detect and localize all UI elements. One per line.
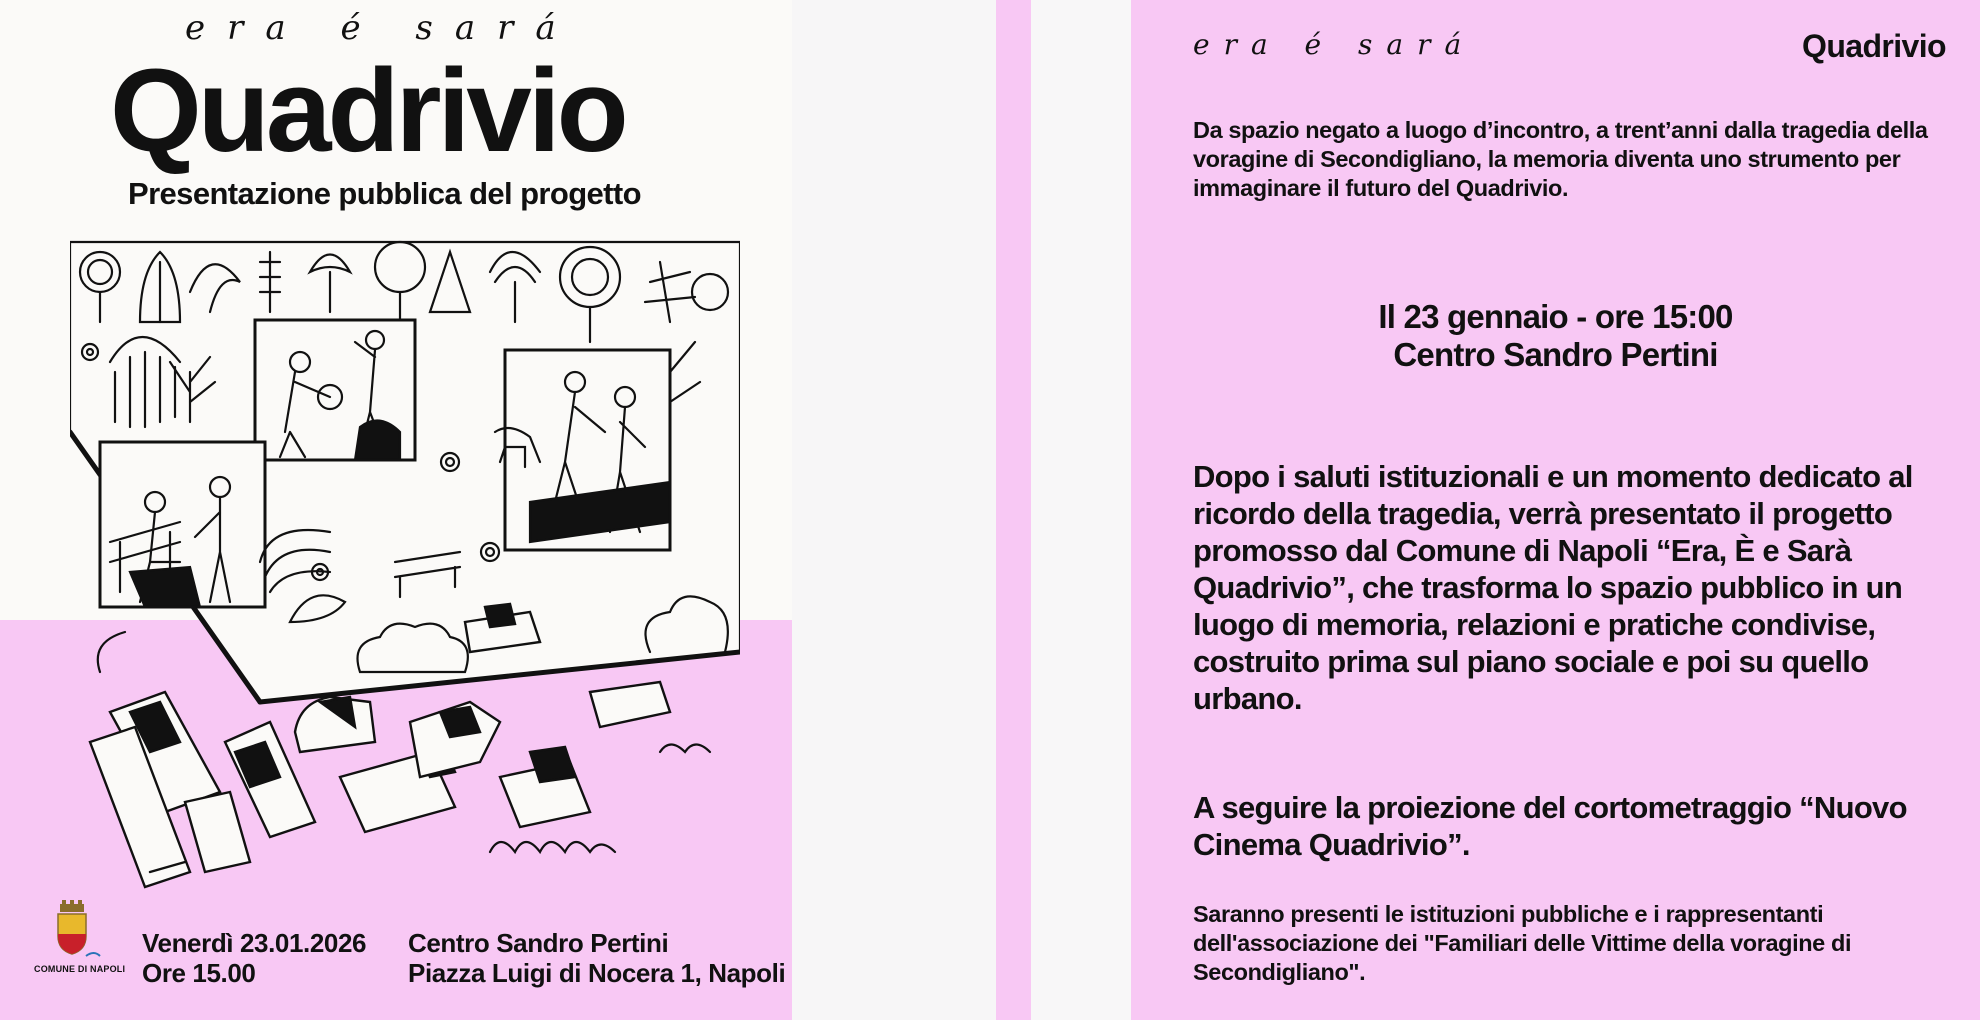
event-poster <box>0 0 792 1020</box>
event-when <box>1131 298 1980 374</box>
page-gap <box>792 0 996 1020</box>
event-location <box>408 928 785 988</box>
screening-paragraph: A seguire la proiezione del cortometraggio “Nuovo Cinema Quadrivio”. <box>1193 790 1907 862</box>
event-day: Venerdì 23.01.2026 <box>142 928 367 958</box>
intro-paragraph: Da spazio negato a luogo d’incontro, a trent’anni dalla tragedia della voragine di Secondigliano, la memoria diventa uno strumento per immaginare il futuro del Quadrivio. <box>1193 117 1928 201</box>
attendees-paragraph: Saranno presenti le istituzioni pubbliche e i rappresentanti dell'associazione dei "Familiari delle Vittime della voragine di Secondigliano". <box>1193 901 1852 985</box>
venue-address: Piazza Luigi di Nocera 1, Napoli <box>408 958 786 988</box>
poster-title: Quadrivio <box>110 45 625 177</box>
poster-subtitle: Presentazione pubblica del progetto <box>128 176 641 211</box>
panel-script-title: era é sará <box>1193 28 1476 61</box>
body-paragraph: Dopo i saluti istituzionali e un momento dedicato al ricordo della tragedia, verrà presentato il progetto promosso dal Comune di Napoli “Era, È e Sarà Quadrivio”, che trasforma lo spazio pubblico in un luogo di memoria, relazioni e pratiche condivise, costruito prima sul piano sociale e poi su quello urbano. <box>1193 459 1913 716</box>
event-venue: Centro Sandro Pertini <box>1393 336 1718 373</box>
panel-corner-title: Quadrivio <box>1802 28 1946 64</box>
white-strip <box>1031 0 1131 1020</box>
park-illustration <box>70 232 740 892</box>
city-logo-label: COMUNE DI NAPOLI <box>34 964 126 974</box>
city-crest-icon <box>34 898 110 974</box>
event-time: Ore 15.00 <box>142 958 256 988</box>
pink-strip <box>996 0 1031 1020</box>
event-date-time: Il 23 gennaio - ore 15:00 <box>1378 298 1733 335</box>
info-panel <box>1131 0 1980 1020</box>
event-date <box>142 928 366 988</box>
venue-name: Centro Sandro Pertini <box>408 928 669 958</box>
script-title: era é sará <box>185 8 578 48</box>
